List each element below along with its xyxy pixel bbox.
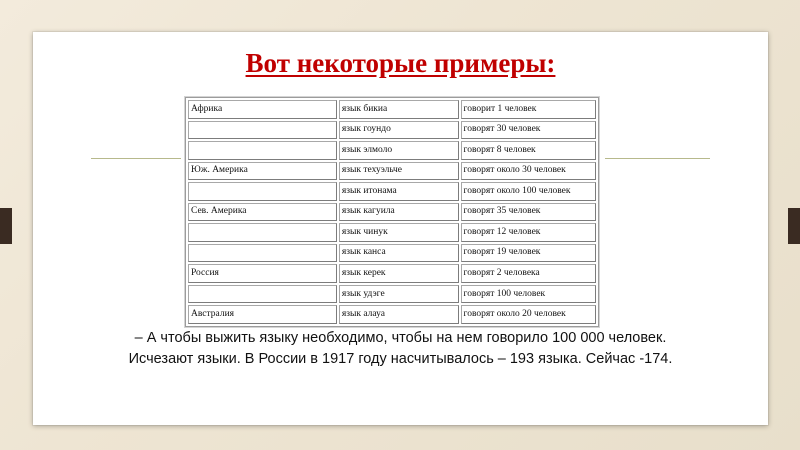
- speakers-cell: говорят около 100 человек: [461, 182, 596, 201]
- speakers-cell: говорят 19 человек: [461, 244, 596, 263]
- region-cell: [188, 285, 337, 304]
- slide: [33, 32, 768, 425]
- table-row: [188, 100, 596, 119]
- language-cell: язык гоундо: [339, 121, 459, 140]
- language-cell: язык кагуила: [339, 203, 459, 222]
- languages-table: [186, 98, 598, 326]
- speakers-cell: говорят около 30 человек: [461, 162, 596, 181]
- region-cell: [188, 244, 337, 263]
- speakers-cell: говорят около 20 человек: [461, 305, 596, 324]
- region-cell: Африка: [188, 100, 337, 119]
- region-cell: Россия: [188, 264, 337, 283]
- left-edge-tab: [0, 208, 12, 244]
- caption-line-1: – А чтобы выжить языку необходимо, чтобы на нем говорило 100 000 человек.: [134, 330, 667, 346]
- table-row: [188, 121, 596, 140]
- table-row: [188, 223, 596, 242]
- decorative-rule-right: [605, 158, 710, 159]
- language-cell: язык алауа: [339, 305, 459, 324]
- speakers-cell: говорят 12 человек: [461, 223, 596, 242]
- table-row: [188, 285, 596, 304]
- speakers-cell: говорит 1 человек: [461, 100, 596, 119]
- table-row: [188, 182, 596, 201]
- languages-table-image: [185, 97, 599, 327]
- region-cell: [188, 141, 337, 160]
- language-cell: язык удэге: [339, 285, 459, 304]
- region-cell: [188, 182, 337, 201]
- language-cell: язык итонама: [339, 182, 459, 201]
- language-cell: язык техуэльче: [339, 162, 459, 181]
- table-row: [188, 305, 596, 324]
- speakers-cell: говорят 30 человек: [461, 121, 596, 140]
- region-cell: [188, 223, 337, 242]
- slide-caption: [33, 328, 768, 370]
- table-row: [188, 203, 596, 222]
- region-cell: Австралия: [188, 305, 337, 324]
- table-row: [188, 264, 596, 283]
- region-cell: Юж. Америка: [188, 162, 337, 181]
- table-row: [188, 141, 596, 160]
- language-cell: язык канса: [339, 244, 459, 263]
- language-cell: язык чинук: [339, 223, 459, 242]
- language-cell: язык элмоло: [339, 141, 459, 160]
- language-cell: язык керек: [339, 264, 459, 283]
- region-cell: [188, 121, 337, 140]
- table-row: [188, 244, 596, 263]
- speakers-cell: говорят 100 человек: [461, 285, 596, 304]
- decorative-rule-left: [91, 158, 181, 159]
- speakers-cell: говорят 35 человек: [461, 203, 596, 222]
- language-cell: язык бикиа: [339, 100, 459, 119]
- slide-title: Вот некоторые примеры:: [245, 48, 556, 78]
- table-row: [188, 162, 596, 181]
- speakers-cell: говорят 8 человек: [461, 141, 596, 160]
- caption-line-2: Исчезают языки. В России в 1917 году насчитывалось – 193 языка. Сейчас -174.: [128, 351, 673, 367]
- right-edge-tab: [788, 208, 800, 244]
- region-cell: Сев. Америка: [188, 203, 337, 222]
- speakers-cell: говорят 2 человека: [461, 264, 596, 283]
